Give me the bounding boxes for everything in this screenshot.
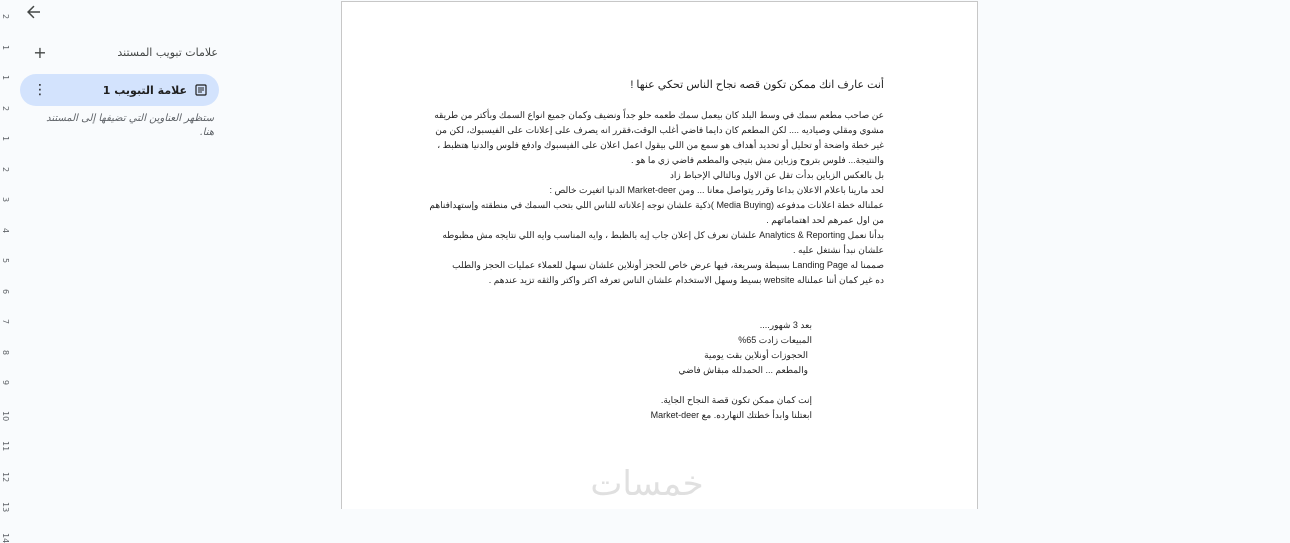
ruler-tick: 2 — [1, 105, 10, 111]
document-line: الحجوزات أونلاين بقت يومية — [704, 350, 808, 360]
ruler-tick: 3 — [1, 197, 10, 203]
vertical-ruler — [0, 0, 14, 543]
document-line: لحد مارينا باعلام الاعلان بداعا وقرر يتواصل معانا ... ومن Market-deer الدنيا اتغيرت خالص : — [549, 185, 884, 195]
document-line: مشوي ومقلي وصياديه .... لكن المطعم كان دايما فاضي أغلب الوقت،فقرر انه يصرف على إعلانات على الفيسبوك، لكن من — [435, 125, 884, 135]
ruler-tick: 14 — [1, 532, 10, 543]
ruler-tick: 1 — [1, 136, 10, 142]
ruler-tick: 1 — [1, 44, 10, 50]
document-line: بدأنا نعمل Analytics & Reporting علشان نعرف كل إعلان جاب إيه بالظبط ، وايه المناسب وايه اللي نتايجه مش مظبوطه — [442, 230, 884, 240]
document-line: والنتيجة... فلوس بتروح وزباين مش بتيجي والمطعم فاضي زي ما هو . — [630, 155, 884, 165]
document-tab-icon — [195, 84, 207, 96]
ruler-tick: 2 — [1, 14, 10, 20]
document-line: المبيعات زادت 65% — [738, 335, 812, 345]
document-line: صممنا له Landing Page بسيطة وسريعة، فيها عرض خاص للحجز أونلاين علشان نسهل للعملاء عمليات الحجز والطلب — [452, 260, 884, 270]
document-line: علشان نبدأ نشتغل عليه . — [793, 245, 884, 255]
more-vert-icon[interactable]: ⋮ — [33, 82, 47, 98]
document-body[interactable] — [429, 78, 884, 423]
tabs-panel-hint: ستظهر العناوين التي تضيفها إلى المستند هنا. — [46, 113, 214, 138]
arrow-back-icon — [26, 4, 42, 20]
document-line: بل بالعكس الزباين بدأت تقل عن الاول وبالتالي الإحباط زاد — [669, 170, 884, 180]
document-line: إنت كمان ممكن تكون قصة النجاح الجاية. — [660, 395, 812, 405]
document-page[interactable] — [341, 1, 978, 509]
document-tabs-header — [30, 40, 218, 64]
plus-icon: + — [33, 42, 47, 62]
document-line — [438, 288, 884, 303]
tab-item-1[interactable] — [20, 74, 219, 106]
document-line: غير خطة واضحة أو تحليل أو تحديد أهداف هو سمع من اللي بيقول اعمل اعلان على الفيسبوك وادفع فلوس والدنيا هتظبط ، — [437, 140, 884, 150]
document-line: ده غير كمان أننا عملناله website بسيط وسهل الاستخدام علشان الناس تعرفه اكتر واكتر والثقه تزيد عندهم . — [488, 275, 884, 285]
tab-item-label: علامة التبويب 1 — [102, 83, 187, 97]
ruler-tick: 5 — [1, 258, 10, 264]
ruler-tick: 1 — [1, 75, 10, 81]
add-tab-button[interactable] — [30, 42, 50, 62]
ruler-tick: 10 — [1, 410, 10, 421]
document-line: أنت عارف انك ممكن تكون قصه نجاح الناس تحكي عنها ! — [630, 79, 884, 91]
ruler-tick: 4 — [1, 227, 10, 233]
document-line: والمطعم ... الحمدلله مبقاش فاضي — [678, 365, 808, 375]
ruler-tick: 11 — [1, 441, 10, 452]
document-line: من اول عمرهم لحد اهتماماتهم . — [766, 215, 884, 225]
document-line: عملناله خطة اعلانات مدفوعه (Media Buying )ذكية علشان نوجه إعلاناته للناس اللي بتحب السمك في منطقته وإستهدافناهم — [429, 200, 884, 210]
document-line — [438, 303, 884, 318]
document-line: بعد 3 شهور.... — [759, 320, 812, 330]
ruler-tick: 12 — [1, 471, 10, 482]
ruler-tick: 6 — [1, 288, 10, 294]
document-line — [438, 378, 884, 393]
ruler-tick: 7 — [1, 319, 10, 325]
watermark-logo: خمسات — [590, 464, 704, 504]
document-line: ابعتلنا وابدأ خطتك النهارده. مع Market-deer — [650, 410, 812, 420]
document-line: عن صاحب مطعم سمك في وسط البلد كان بيعمل سمك طعمه حلو جداً ونضيف وكمان جميع انواع السمك وبأكتر من طريقه — [434, 110, 884, 120]
ruler-tick: 13 — [1, 502, 10, 513]
ruler-tick: 2 — [1, 166, 10, 172]
document-line — [438, 93, 884, 108]
back-arrow-button[interactable] — [22, 0, 46, 24]
ruler-tick: 8 — [1, 349, 10, 355]
ruler-tick: 9 — [1, 380, 10, 386]
document-tabs-title: علامات تبويب المستند — [117, 45, 218, 59]
